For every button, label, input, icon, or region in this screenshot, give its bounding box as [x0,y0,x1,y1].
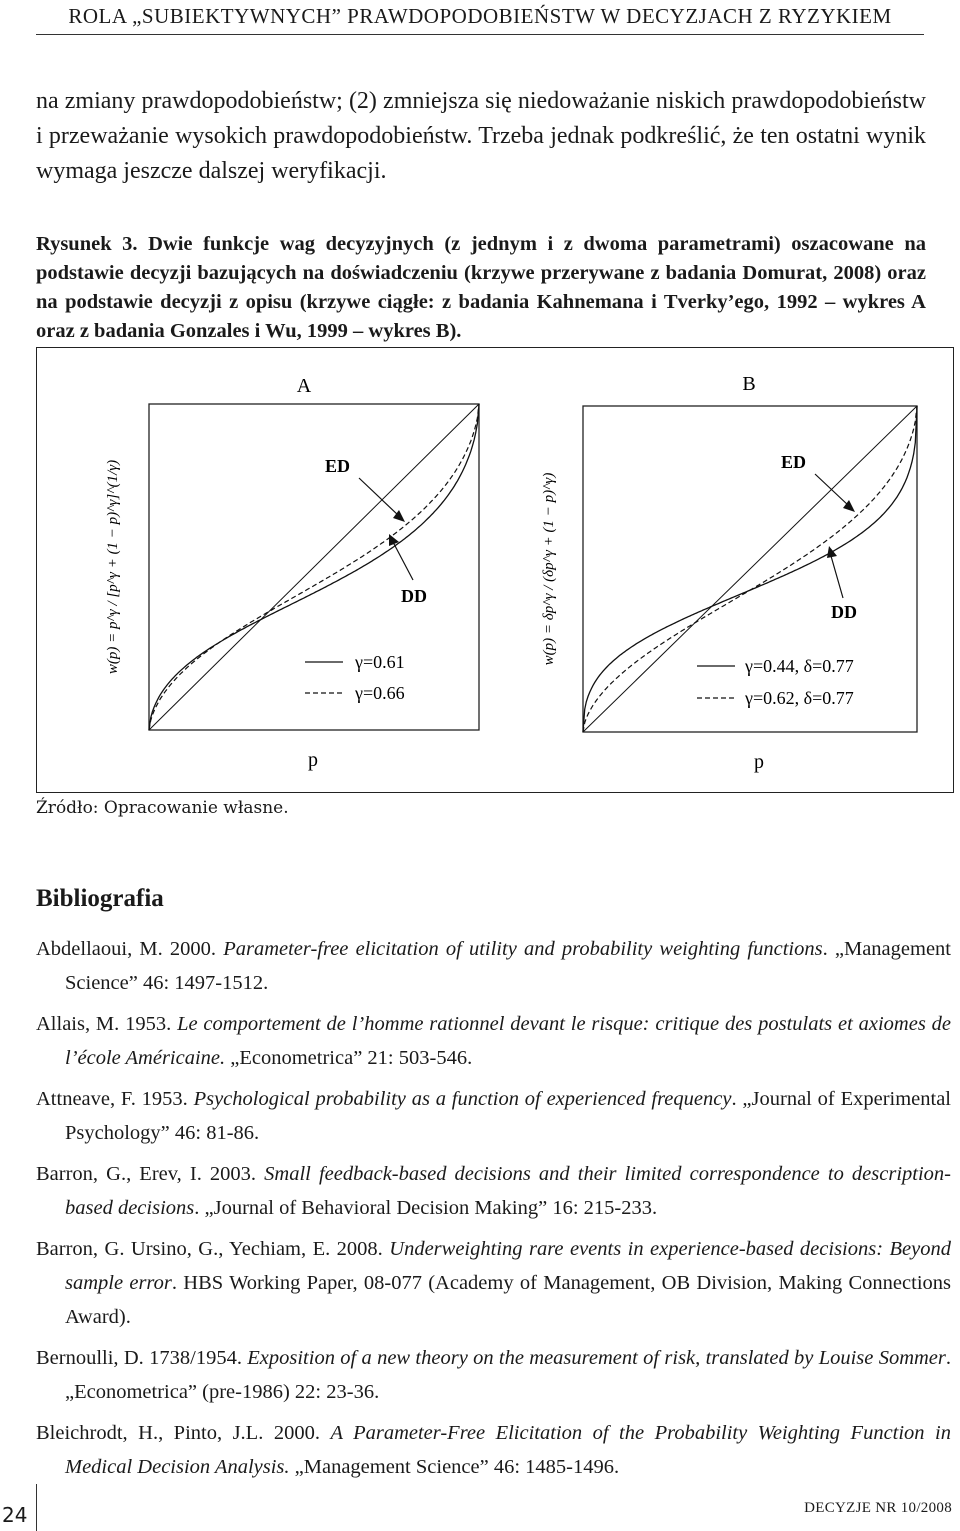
bibliography-entry [36,1082,951,1150]
bibliography-heading: Bibliografia [36,885,164,912]
panel-a-ed-label: ED [325,456,351,476]
panel-b-dd-label: DD [831,602,857,622]
figure-3 [36,347,954,793]
panel-b [541,373,917,773]
bibliography-entry [36,1341,951,1409]
entry-rest: . „Management Science” 46: 1497-1512. [65,938,951,994]
entry-title: Underweighting rare events in experience-based decisions: Beyond sample error [65,1238,951,1294]
entry-rest: „Management Science” 46: 1485-1496. [289,1456,620,1478]
bibliography-list [36,932,951,1491]
entry-rest: „Econometrica” 21: 503-546. [225,1047,473,1069]
entry-title: A Parameter-Free Elicitation of the Probability Weighting Function in Medical Decision Analysis. [65,1422,951,1478]
entry-authors: Bernoulli, D. 1738/1954. [36,1347,248,1369]
entry-rest: . „Econometrica” (pre-1986) 22: 23-36. [65,1347,951,1403]
panel-b-ed-label: ED [781,452,807,472]
bibliography-entry [36,1157,951,1225]
bibliography-entry [36,1232,951,1334]
panel-b-legend-solid-label: γ=0.44, δ=0.77 [745,656,854,676]
figure-source: Źródło: Opracowanie własne. [36,798,289,818]
entry-authors: Allais, M. 1953. [36,1013,178,1035]
running-title: ROLA „SUBIEKTYWNYCH” PRAWDOPODOBIEŃSTW W DECYZJACH Z RYZYKIEM [68,4,892,28]
entry-title: Exposition of a new theory on the measurement of risk, translated by Louise Sommer [247,1347,946,1369]
entry-title: Psychological probability as a function of experienced frequency [193,1088,732,1110]
panel-a [105,375,479,771]
entry-authors: Bleichrodt, H., Pinto, J.L. 2000. [36,1422,331,1444]
panel-b-legend-dashed-label: γ=0.62, δ=0.77 [745,688,854,708]
panel-b-xlabel: p [754,751,764,773]
entry-authors: Abdellaoui, M. 2000. [36,938,224,960]
panel-a-legend-dashed-label: γ=0.66 [355,683,405,703]
figure-svg [37,348,953,792]
panel-b-ylabel: w(p) = δp^γ / (δp^γ + (1 − p)^γ) [541,472,557,666]
panel-b-dd-arrow [831,556,843,598]
entry-title: Parameter-free elicitation of utility and probability weighting functions [223,938,823,960]
intro-paragraph: na zmiany prawdopodobieństw; (2) zmniejsza się niedoważanie niskich prawdopodobieństw i przeważanie wysokich prawdopodobieństw. Trzeba jednak podkreślić, że ten ostatni wynik wymaga jeszcze dalszej weryfikacji. [36,88,926,184]
panel-a-legend-solid-label: γ=0.61 [355,652,405,672]
journal-footer: DECYZJE NR 10/2008 [804,1500,952,1516]
panel-b-diagonal [583,406,917,732]
entry-rest: . „Journal of Behavioral Decision Making” 16: 215-233. [194,1197,658,1219]
panel-a-title: A [296,375,312,397]
page-number: 24 [2,1503,28,1527]
entry-rest: . „Journal of Experimental Psychology” 46: 81-86. [65,1088,951,1144]
panel-a-ylabel: w(p) = p^γ / [p^γ + (1 − p)^γ]^(1/γ) [105,459,121,675]
panel-a-ed-arrow [359,478,399,516]
entry-title: Le comportement de l’homme rationnel devant le risque: critique des postulats et axiomes de l’école Américaine. [65,1013,951,1069]
panel-a-dd-label: DD [401,586,427,606]
panel-b-dd-arrowhead [827,546,837,558]
bibliography-entry [36,1007,951,1075]
panel-a-xlabel: p [308,749,318,771]
entry-rest: . HBS Working Paper, 08-077 (Academy of Management, OB Division, Making Connections Award). [65,1272,951,1328]
bibliography-entry [36,932,951,1000]
figure-caption: Rysunek 3. Dwie funkcje wag decyzyjnych (z jednym i z dwoma parametrami) oszacowane na podstawie decyzji bazujących na doświadczeniu (krzywe przerywane z badania Domurat, 2008) oraz na podstawie decyzji z opisu (krzywe ciągłe: z badania Kahnemana i Tverky’ego, 1992 – wykres A oraz z badania Gonzales i Wu, 1999 – wykres B). [36,233,926,342]
panel-a-dd-arrow [393,542,413,580]
entry-authors: Barron, G. Ursino, G., Yechiam, E. 2008. [36,1238,390,1260]
entry-authors: Attneave, F. 1953. [36,1088,194,1110]
running-header [36,0,924,35]
entry-authors: Barron, G., Erev, I. 2003. [36,1163,265,1185]
entry-title: Small feedback-based decisions and their limited correspondence to description-based decisions [65,1163,951,1219]
panel-a-diagonal [149,404,479,730]
footer-divider [36,1484,37,1531]
panel-b-title: B [742,373,756,395]
bibliography-entry [36,1416,951,1484]
